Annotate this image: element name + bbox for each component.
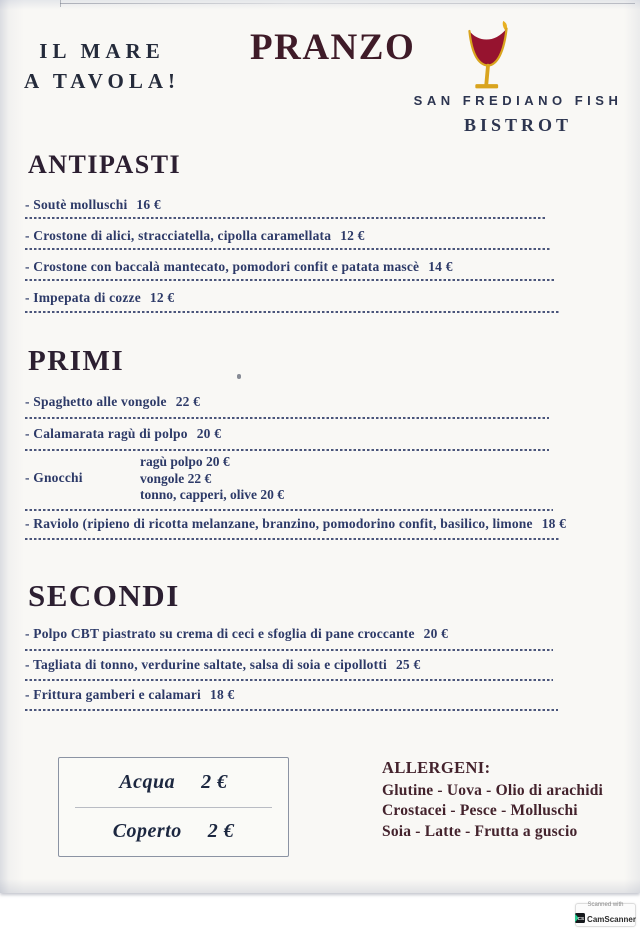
allergen-line: Crostacei - Pesce - Molluschi <box>382 802 578 820</box>
item-price: 18 € <box>210 687 235 702</box>
menu-item <box>25 657 420 673</box>
extras-row-coperto <box>59 808 288 857</box>
ink-speck-artifact <box>237 374 241 379</box>
item-label: - Crostone di alici, stracciatella, cipolla caramellata <box>25 228 332 243</box>
extras-label: Acqua <box>119 770 176 793</box>
cs-logo-icon <box>575 910 585 928</box>
item-price: 12 € <box>340 228 365 243</box>
menu-item <box>25 259 453 275</box>
camscanner-badge <box>575 903 636 927</box>
item-separator <box>25 311 560 313</box>
extras-row-acqua <box>59 758 288 807</box>
item-separator <box>25 248 551 250</box>
menu-item <box>25 516 566 532</box>
menu-item <box>25 197 161 213</box>
wine-glass-icon <box>462 20 514 101</box>
item-price: 20 € <box>196 426 222 441</box>
item-price: 12 € <box>149 290 175 305</box>
menu-item <box>25 394 200 410</box>
item-separator <box>25 538 560 540</box>
item-label: - Polpo CBT piastrato su crema di ceci e sfoglia di pane croccante <box>25 626 415 641</box>
menu-item <box>25 228 365 244</box>
allergen-line: Glutine - Uova - Olio di arachidi <box>382 782 604 799</box>
page-title: PRANZO <box>250 27 416 68</box>
menu-item-gnocchi-label: - Gnocchi <box>25 470 83 485</box>
brand-left-line1: IL MARE <box>39 39 165 63</box>
item-price: 25 € <box>395 657 421 672</box>
section-heading-secondi: SECONDI <box>28 578 180 613</box>
item-separator <box>25 449 549 451</box>
extras-label: Coperto <box>112 820 182 843</box>
item-label: - Soutè molluschi <box>25 197 128 212</box>
item-label: - Calamarata ragù di polpo <box>25 426 188 441</box>
allergens-block <box>382 758 632 842</box>
brand-left-line2: A TAVOLA! <box>23 69 181 93</box>
item-price: 22 € <box>175 394 201 409</box>
extras-box <box>58 757 289 857</box>
camscanner-row <box>575 910 636 928</box>
item-price: 16 € <box>136 197 161 212</box>
item-separator <box>25 679 553 681</box>
scanned-with-label: Scanned with <box>587 902 624 908</box>
item-price: 18 € <box>541 516 567 531</box>
extras-price: 2 € <box>201 770 228 793</box>
allergens-title: ALLERGENI: <box>382 758 491 777</box>
item-label: - Spaghetto alle vongole <box>25 394 167 409</box>
item-label: - Impepata di cozze <box>25 290 141 305</box>
item-separator <box>25 417 549 419</box>
item-separator <box>25 709 558 711</box>
extras-price: 2 € <box>207 820 235 843</box>
camscanner-label: CamScanner <box>587 914 636 924</box>
menu-item <box>25 290 174 306</box>
brand-left-logo <box>20 36 184 96</box>
menu-item <box>25 687 234 703</box>
item-separator <box>25 217 547 219</box>
svg-text:CS: CS <box>577 916 585 922</box>
allergen-line: Soia - Latte - Frutta a guscio <box>382 822 578 840</box>
brand-right-logo <box>398 93 638 136</box>
section-heading-primi: PRIMI <box>28 345 125 377</box>
menu-item <box>25 626 448 642</box>
item-label: - Raviolo (ripieno di ricotta melanzane, branzino, pomodorino confit, basilico, limone <box>25 516 533 531</box>
item-label: - Tagliata di tonno, verdurine saltate, salsa di soia e cipollotti <box>25 657 387 672</box>
scan-edge-line <box>60 3 635 4</box>
item-price: 20 € <box>423 626 449 641</box>
section-heading-antipasti: ANTIPASTI <box>28 150 182 179</box>
item-separator <box>25 279 555 281</box>
item-label: - Frittura gamberi e calamari <box>25 687 201 702</box>
item-separator <box>25 649 553 651</box>
gnocchi-options <box>140 454 284 504</box>
gnocchi-option: ragù polpo 20 € <box>140 454 230 469</box>
brand-name: SAN FREDIANO FISH <box>413 93 623 108</box>
menu-item <box>25 426 221 442</box>
scan-edge-tick <box>60 0 61 7</box>
item-separator <box>25 509 553 511</box>
item-price: 14 € <box>428 259 453 274</box>
gnocchi-option: vongole 22 € <box>140 470 212 486</box>
gnocchi-option: tonno, capperi, olive 20 € <box>140 487 284 502</box>
item-label: - Crostone con baccalà mantecato, pomodori confit e patata mascè <box>25 259 420 274</box>
brand-subtitle: BISTROT <box>463 115 573 135</box>
